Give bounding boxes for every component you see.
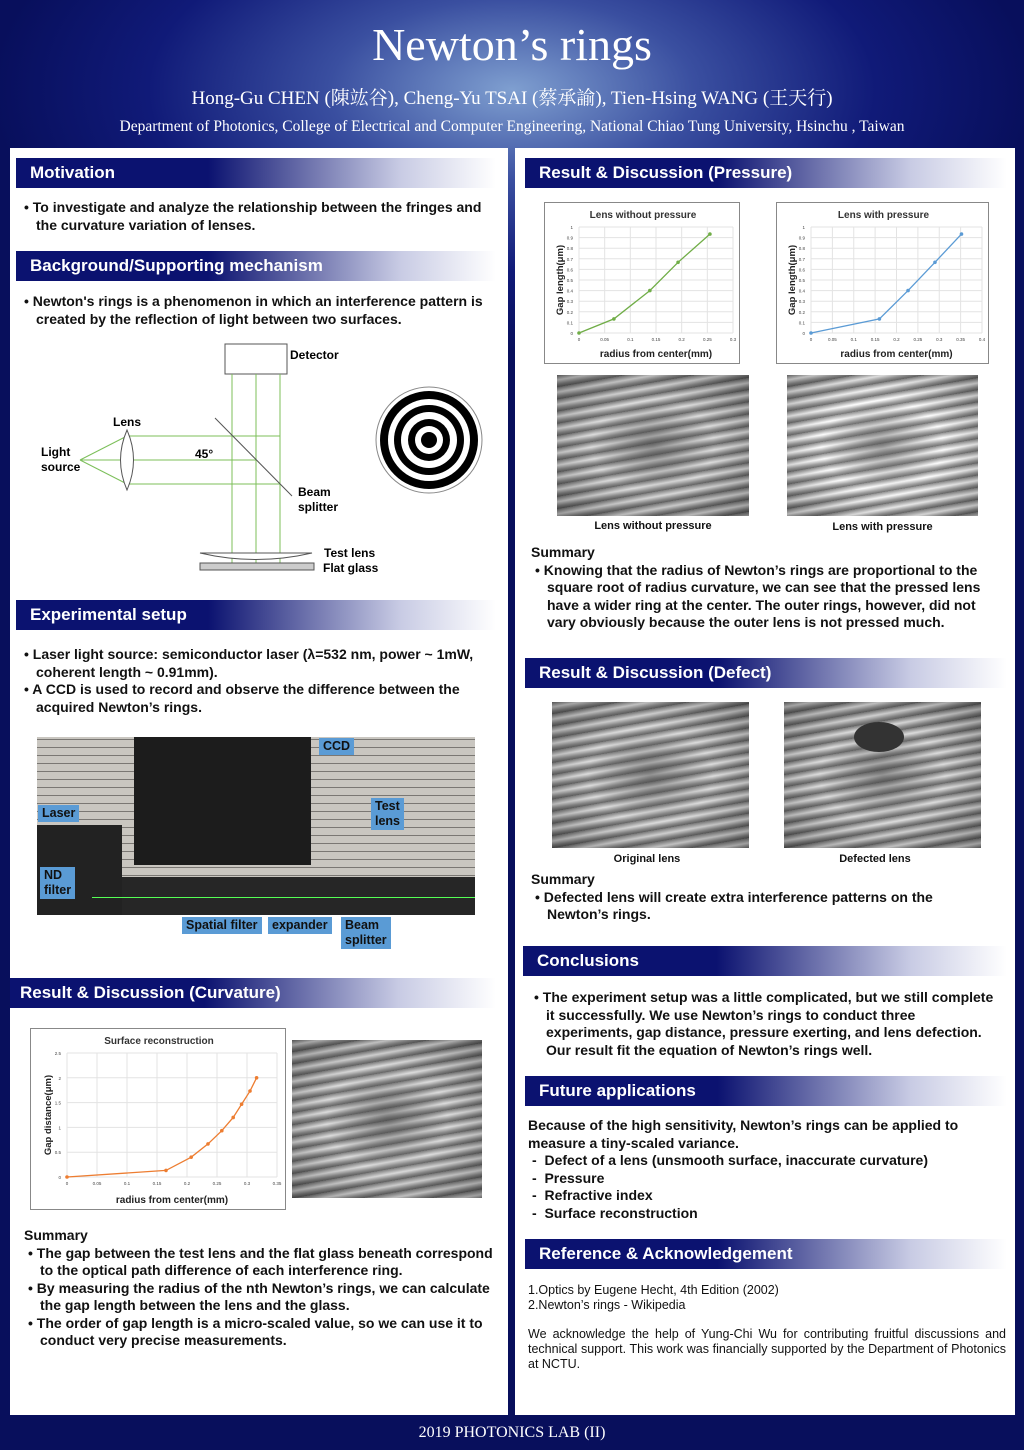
acknowledgement: We acknowledge the help of Yung-Chi Wu for contributing fruitful discussions and technical support. This work was financially supported by the Department of Photonics at NCTU.	[528, 1327, 1006, 1371]
nd-filter-label	[40, 867, 75, 899]
ccd-label: CCD	[319, 738, 354, 755]
with-pressure-photo	[787, 375, 978, 516]
x-tick-label: 0.1	[627, 337, 634, 342]
y-tick-label: 0.3	[566, 299, 573, 305]
data-point	[248, 1089, 252, 1093]
reference-body	[528, 1283, 1006, 1372]
original-lens-photo	[552, 702, 749, 848]
y-tick-label: 0.6	[798, 267, 805, 273]
series-line	[579, 234, 710, 333]
data-point	[189, 1155, 193, 1159]
data-point	[164, 1169, 168, 1173]
laser-beam	[92, 897, 475, 898]
with-pressure-chart-svg	[777, 203, 990, 365]
test-lens-label: Test lens	[324, 546, 376, 560]
detector-label: Detector	[290, 348, 339, 362]
detector-box	[225, 344, 287, 374]
optical-rail	[122, 877, 475, 915]
breadboard	[134, 737, 311, 865]
light-rays	[80, 374, 280, 563]
x-tick-label: 0.25	[702, 337, 712, 342]
defected-lens-caption: Defected lens	[839, 853, 911, 865]
pressure-header: Result & Discussion (Pressure)	[525, 158, 1007, 188]
motivation-header: Motivation	[16, 158, 496, 188]
with-pressure-caption: Lens with pressure	[832, 521, 933, 533]
motivation-bullet: • To investigate and analyze the relationship between the fringes and the curvature variation of lenses.	[24, 199, 482, 233]
y-axis-label: Gap distance(μm)	[43, 1074, 54, 1156]
x-axis-label: radius from center(mm)	[599, 349, 713, 360]
x-tick-label: 0.05	[600, 337, 610, 342]
y-tick-label: 0	[802, 331, 805, 336]
y-tick-label: 0.1	[566, 320, 573, 326]
y-tick-label: 1	[570, 225, 573, 230]
defected-lens-photo	[784, 702, 981, 848]
x-tick-label: 0.05	[827, 337, 837, 342]
department: Department of Photonics, College of Electrical and Computer Engineering, National Chiao Tung University, Hsinchu , Taiwan	[119, 118, 905, 135]
with-pressure-chart	[776, 202, 989, 364]
bullet-text: Defected lens will create extra interference patterns on the Newton’s rings.	[543, 888, 933, 922]
curvature-header: Result & Discussion (Curvature)	[10, 978, 496, 1008]
x-tick-label: 0.1	[123, 1181, 131, 1186]
conclusions-bullet: • The experiment setup was a little complicated, but we still complete it successfully. We use Newton’s rings to conduct three experiments, gap distance, pressure exerting, and lens defection. Our result fit the equation of Newton’s rings well.	[534, 989, 994, 1058]
poster-title: Newton’s rings	[372, 19, 652, 70]
summary-bullet: • The order of gap length is a micro-scaled value, so we can use it to conduct very precise measurements.	[28, 1314, 483, 1348]
data-point	[65, 1175, 69, 1179]
laser-label: Laser	[38, 805, 79, 822]
setup-bullet: • Laser light source: semiconductor laser (λ=532 nm, power ~ 1mW, coherent length ~ 0.91mm).	[24, 646, 474, 680]
setup-bullets	[20, 646, 498, 716]
x-tick-label: 0.2	[183, 1181, 191, 1186]
rings-pattern-image	[376, 387, 482, 493]
surface-chart	[30, 1028, 286, 1210]
label-line: Beam	[345, 918, 380, 932]
reference-item: 2.Newton’s rings - Wikipedia	[528, 1298, 686, 1312]
beam-splitter-label: splitter	[298, 500, 339, 514]
y-tick-label: 0.7	[566, 256, 573, 262]
chart-title: Surface reconstruction	[104, 1036, 214, 1047]
data-point	[933, 260, 937, 264]
future-body	[528, 1117, 1004, 1222]
future-item: - Refractive index	[532, 1187, 653, 1203]
without-pressure-chart	[544, 202, 740, 364]
x-tick-label: 0.05	[92, 1181, 102, 1186]
light-source-label: Light	[41, 445, 71, 459]
angle-label: 45°	[195, 447, 214, 461]
future-intro: Because of the high sensitivity, Newton’s rings can be applied to measure a tiny-scaled variance.	[528, 1117, 959, 1151]
spatial-filter-label: Spatial filter	[182, 917, 262, 934]
x-tick-label: 0.1	[850, 337, 857, 342]
x-tick-label: 0.15	[152, 1181, 162, 1186]
beam-splitter-label: Beam	[298, 485, 331, 499]
setup-header: Experimental setup	[16, 600, 496, 630]
y-tick-label: 0.5	[54, 1150, 61, 1156]
y-tick-label: 0.5	[566, 278, 573, 283]
setup-bullet: • A CCD is used to record and observe the difference between the acquired Newton’s rings.	[24, 681, 460, 715]
data-point	[206, 1142, 210, 1146]
data-point	[878, 317, 882, 321]
future-header: Future applications	[525, 1076, 1007, 1106]
background-header: Background/Supporting mechanism	[16, 251, 496, 281]
x-tick-label: 0.15	[870, 337, 880, 342]
y-tick-label: 1	[58, 1125, 61, 1131]
x-tick-label: 0.2	[678, 337, 685, 342]
without-pressure-photo	[557, 375, 749, 516]
y-tick-label: 0.2	[798, 309, 805, 315]
bullet-text: Laser light source: semiconductor laser (λ=532 nm, power ~ 1mW, coherent length ~ 0.91mm).	[32, 646, 474, 680]
data-point	[577, 331, 581, 335]
x-tick-label: 0	[65, 1181, 69, 1186]
defect-spot	[854, 722, 904, 752]
x-tick-label: 0.35	[956, 337, 966, 342]
bullet-text: A CCD is used to record and observe the difference between the acquired Newton’s rings.	[32, 681, 460, 715]
bullet-text: To investigate and analyze the relationship between the fringes and the curvature variation of lenses.	[32, 199, 482, 233]
bullet-text: Newton's rings is a phenomenon in which an interference pattern is created by the reflection of light between two surfaces.	[32, 293, 483, 327]
x-tick-label: 0.3	[729, 337, 737, 342]
bullet-text: The order of gap length is a micro-scaled value, so we can use it to conduct very precise measurements.	[36, 1314, 483, 1348]
surface-chart-svg	[31, 1029, 287, 1211]
summary-title: Summary	[531, 544, 595, 560]
item-text: Defect of a lens (unsmooth surface, inaccurate curvature)	[544, 1152, 929, 1168]
future-item: - Surface reconstruction	[532, 1204, 698, 1221]
defect-summary	[531, 871, 1005, 924]
summary-title: Summary	[24, 1227, 88, 1243]
y-tick-label: 0	[58, 1175, 61, 1180]
future-item: - Defect of a lens (unsmooth surface, inaccurate curvature)	[532, 1152, 929, 1168]
data-point	[240, 1102, 244, 1106]
x-tick-label: 0	[577, 337, 581, 342]
defect-header: Result & Discussion (Defect)	[525, 658, 1007, 688]
lens-shape	[121, 430, 134, 490]
without-pressure-caption: Lens without pressure	[594, 520, 712, 532]
y-tick-label: 0	[570, 331, 573, 336]
data-point	[960, 232, 964, 236]
y-tick-label: 0.4	[798, 288, 805, 294]
summary-bullet: • By measuring the radius of the nth Newton’s rings, we can calculate the gap length between the lens and the glass.	[28, 1279, 490, 1313]
summary-bullet: • Defected lens will create extra interference patterns on the Newton’s rings.	[535, 888, 933, 922]
item-text: Pressure	[544, 1169, 605, 1186]
x-axis-label: radius from center(mm)	[115, 1195, 229, 1206]
without-pressure-chart-svg	[545, 203, 741, 365]
conclusions-header: Conclusions	[523, 946, 1007, 976]
expander-label: expander	[268, 917, 332, 934]
reference-item: 1.Optics by Eugene Hecht, 4th Edition (2002)	[528, 1283, 779, 1297]
x-tick-label: 0.15	[651, 337, 661, 342]
y-tick-label: 0.9	[798, 235, 805, 241]
x-tick-label: 0.2	[893, 337, 900, 342]
x-tick-label: 0.4	[978, 337, 986, 342]
summary-title: Summary	[531, 871, 595, 887]
data-point	[220, 1129, 224, 1133]
setup-photo	[37, 737, 475, 915]
test-lens-label	[371, 798, 404, 830]
y-tick-label: 2	[58, 1075, 61, 1081]
curvature-summary	[24, 1227, 494, 1350]
data-point	[612, 317, 616, 321]
summary-bullet: • The gap between the test lens and the flat glass beneath correspond to the optical path difference of each interference ring.	[28, 1244, 493, 1278]
curvature-rings-photo	[292, 1040, 482, 1198]
x-tick-label: 0.3	[243, 1181, 251, 1186]
y-tick-label: 0.4	[566, 288, 573, 294]
label-line: Test	[375, 799, 400, 813]
y-tick-label: 0.7	[798, 256, 805, 262]
newton-rings-diagram	[30, 338, 490, 583]
bullet-text: Knowing that the radius of Newton’s rings are proportional to the square root of radius curvature, we can see that the pressed lens have a wider ring at the center. The outer rings, however, did not vary obviously because the outer lens is not pressed much.	[543, 561, 981, 630]
y-tick-label: 0.8	[566, 246, 573, 252]
light-source-label: source	[41, 460, 81, 474]
x-tick-label: 0	[809, 337, 813, 342]
flat-glass-shape	[200, 563, 314, 570]
data-point	[676, 260, 680, 264]
label-line: ND	[44, 868, 63, 882]
original-lens-caption: Original lens	[613, 853, 681, 865]
bullet-text: The gap between the test lens and the flat glass beneath correspond to the optical path difference of each interference ring.	[36, 1244, 493, 1278]
data-point	[809, 331, 813, 335]
label-line: filter	[44, 883, 72, 897]
authors: Hong-Gu CHEN (陳竑谷), Cheng-Yu TSAI (蔡承諭), Tien-Hsing WANG (王天行)	[191, 88, 833, 109]
reference-header: Reference & Acknowledgement	[525, 1239, 1007, 1269]
label-line: lens	[375, 814, 401, 828]
x-tick-label: 0.25	[212, 1181, 222, 1186]
chart-title: Lens without pressure	[589, 210, 697, 221]
y-axis-label: Gap length(μm)	[555, 244, 566, 316]
y-tick-label: 0.1	[798, 320, 805, 326]
y-tick-label: 0.9	[566, 235, 573, 241]
data-point	[906, 289, 910, 293]
bullet-text: The experiment setup was a little complicated, but we still complete it successfully. We use Newton’s rings to conduct three experiments, gap distance, pressure exerting, and lens defection. Our result fit the equation of Newton’s rings well.	[542, 989, 994, 1058]
data-point	[708, 232, 712, 236]
y-tick-label: 0.8	[798, 246, 805, 252]
pressure-summary	[531, 544, 1005, 632]
bullet-text: By measuring the radius of the nth Newton’s rings, we can calculate the gap length between the lens and the glass.	[36, 1279, 490, 1313]
flat-glass-label: Flat glass	[323, 561, 379, 575]
summary-bullet: • Knowing that the radius of Newton’s rings are proportional to the square root of radius curvature, we can see that the pressed lens have a wider ring at the center. The outer rings, however, did not vary obviously because the outer lens is not pressed much.	[535, 561, 981, 630]
y-tick-label: 2.5	[54, 1051, 61, 1056]
x-tick-label: 0.35	[272, 1181, 282, 1186]
data-point	[231, 1116, 235, 1120]
y-tick-label: 0.2	[566, 309, 573, 315]
label-line: splitter	[345, 933, 387, 947]
beam-splitter-label	[341, 917, 391, 949]
y-tick-label: 1	[802, 225, 805, 230]
lens-label: Lens	[113, 415, 142, 429]
y-tick-label: 0.6	[566, 267, 573, 273]
y-tick-label: 1.5	[54, 1100, 61, 1106]
item-text: Surface reconstruction	[544, 1204, 698, 1221]
y-tick-label: 0.5	[798, 278, 805, 283]
y-axis-label: Gap length(μm)	[787, 244, 798, 316]
background-bullet: • Newton's rings is a phenomenon in which an interference pattern is created by the reflection of light between two surfaces.	[24, 293, 483, 327]
test-lens-shape	[200, 553, 312, 560]
footer: 2019 PHOTONICS LAB (II)	[418, 1424, 606, 1441]
x-tick-label: 0.25	[913, 337, 923, 342]
x-axis-label: radius from center(mm)	[840, 349, 953, 360]
future-item: - Pressure	[532, 1169, 605, 1186]
data-point	[255, 1076, 259, 1080]
data-point	[648, 289, 652, 293]
chart-title: Lens with pressure	[837, 210, 930, 221]
x-tick-label: 0.3	[936, 337, 943, 342]
item-text: Refractive index	[544, 1187, 653, 1203]
y-tick-label: 0.3	[798, 299, 805, 305]
